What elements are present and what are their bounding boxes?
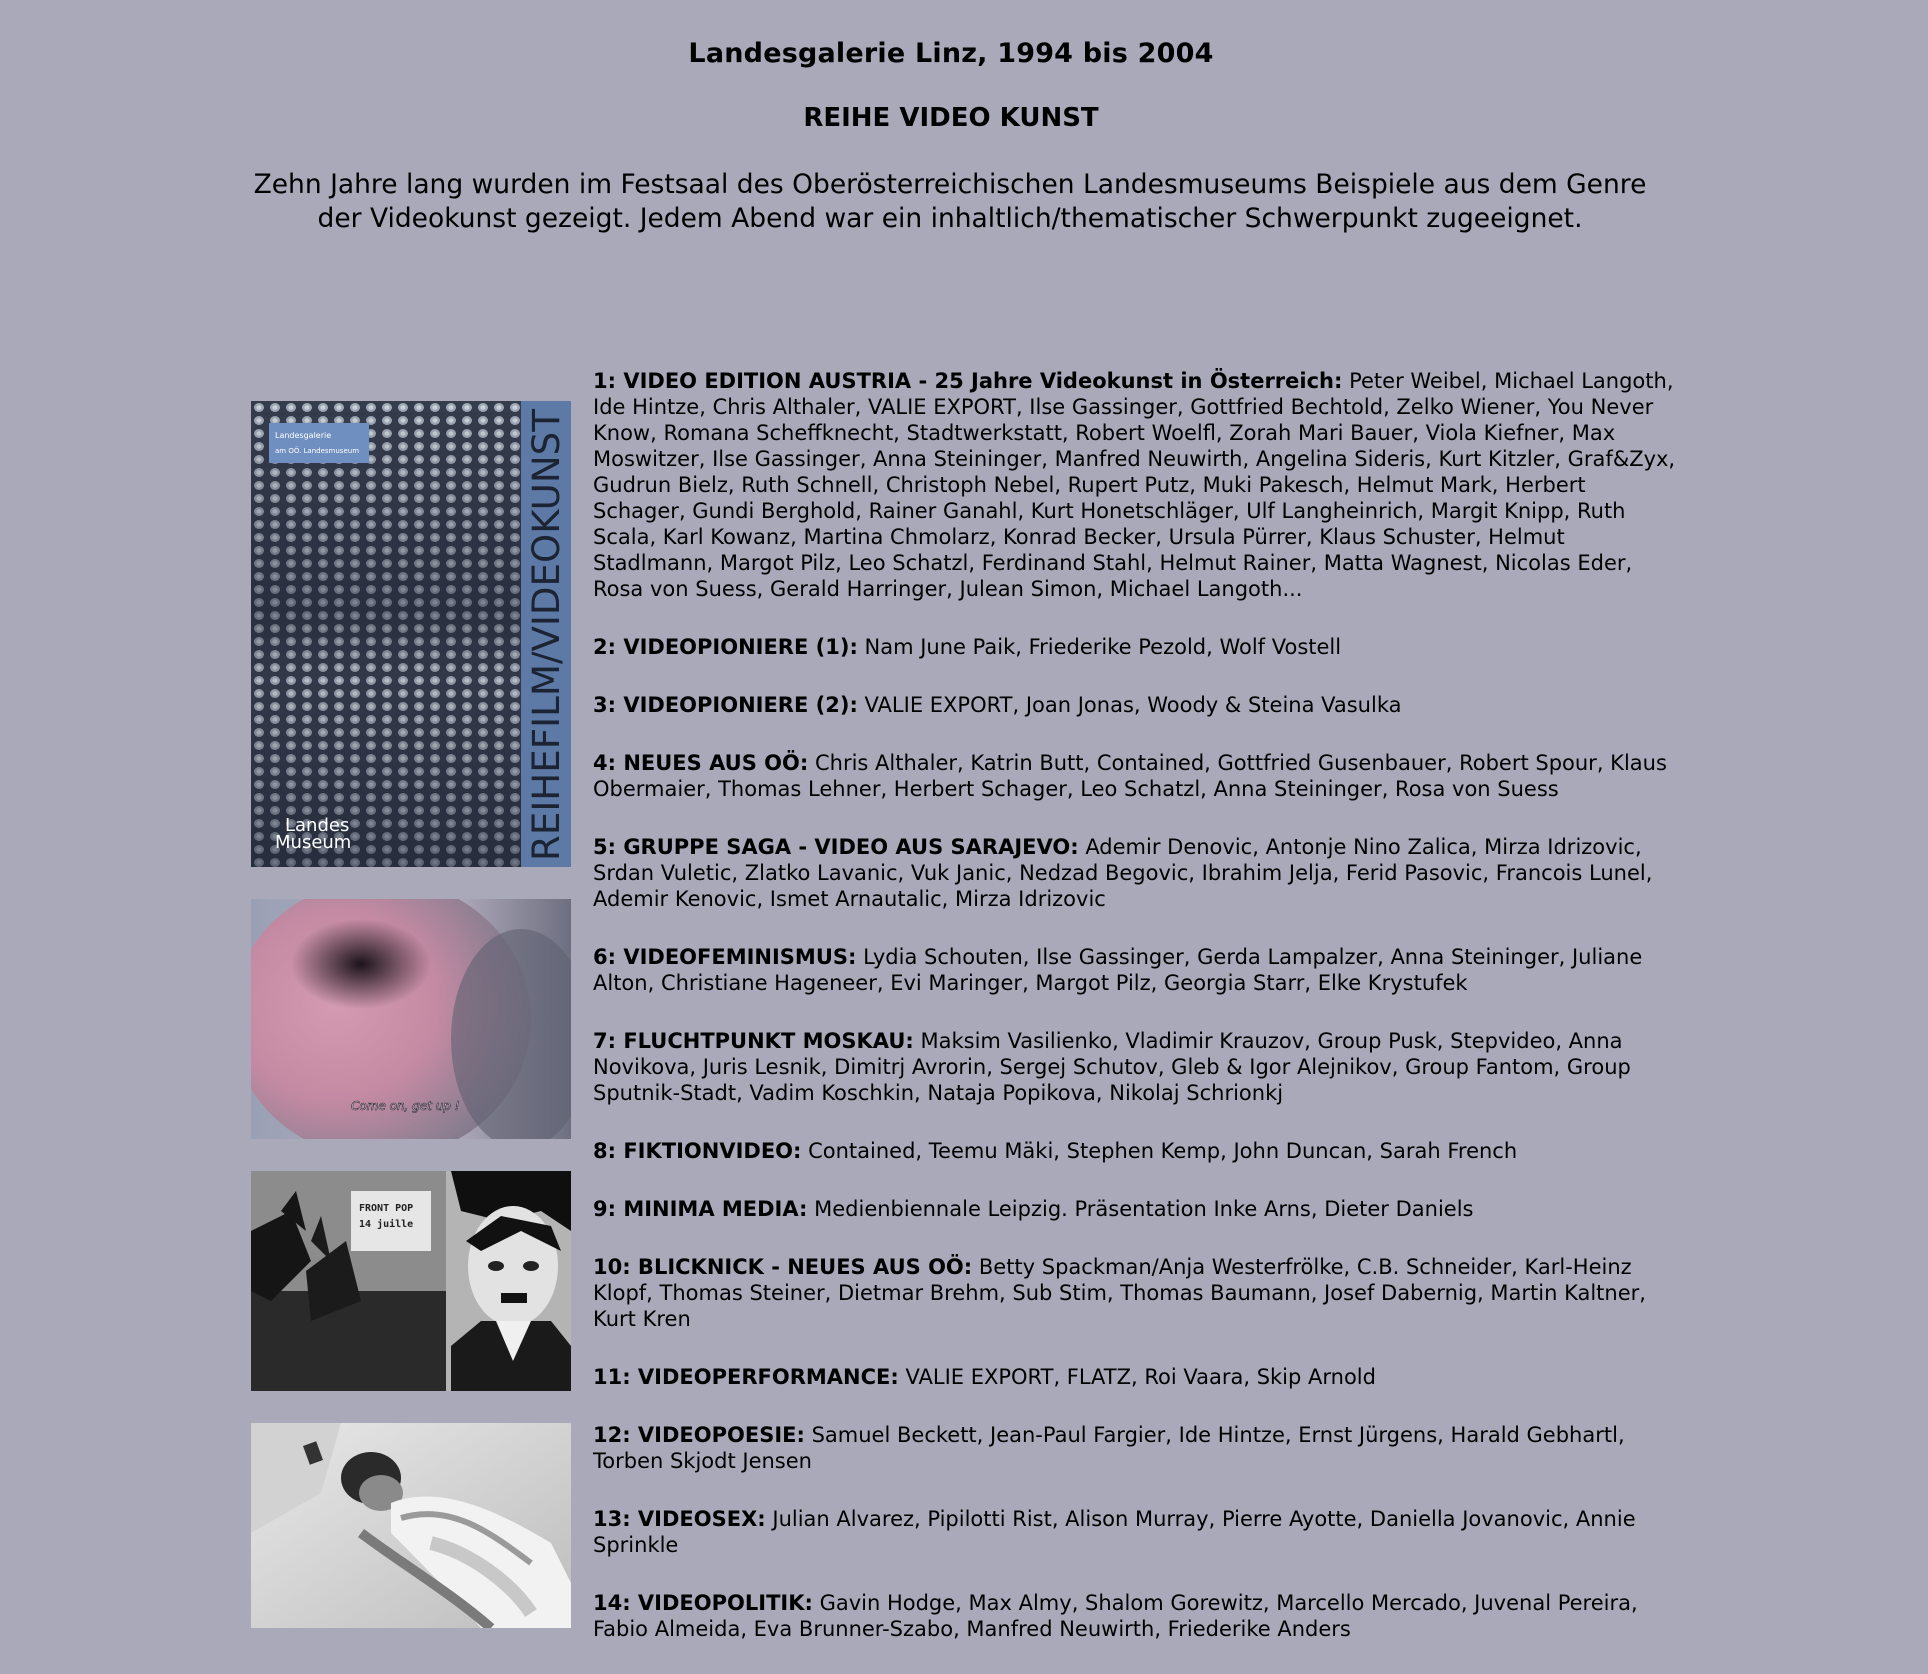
program-heading: 4: NEUES AUS OÖ: <box>593 751 809 775</box>
poster-label-2: am OÖ. Landesmuseum <box>275 447 360 455</box>
program-heading: 14: VIDEOPOLITIK: <box>593 1591 813 1615</box>
program-list <box>593 368 1678 1674</box>
poster-image <box>251 401 571 867</box>
program-entry <box>593 944 1678 996</box>
program-heading: 13: VIDEOSEX: <box>593 1507 766 1531</box>
program-heading: 2: VIDEOPIONIERE (1): <box>593 635 858 659</box>
program-heading: 1: VIDEO EDITION AUSTRIA - 25 Jahre Videokunst in Österreich: <box>593 369 1343 393</box>
program-artists: Gavin Hodge, Max Almy, Shalom Gorewitz, Marcello Mercado, Juvenal Pereira, Fabio Almeida, Eva Brunner-Szabo, Manfred Neuwirth, Friederike Anders <box>593 1591 1638 1641</box>
program-artists: Betty Spackman/Anja Westerfrölke, C.B. Schneider, Karl-Heinz Klopf, Thomas Steiner, Dietmar Brehm, Sub Stim, Thomas Baumann, Josef Dabernig, Martin Kaltner, Kurt Kren <box>593 1255 1646 1331</box>
program-heading: 6: VIDEOFEMINISMUS: <box>593 945 857 969</box>
program-entry <box>593 1364 1678 1390</box>
program-artists: Nam June Paik, Friederike Pezold, Wolf Vostell <box>864 635 1342 659</box>
poster-vertical-title: REIHEFILM/VIDEOKUNST <box>525 411 568 861</box>
program-entry <box>593 1254 1678 1332</box>
program-entry <box>593 834 1678 912</box>
poster-logo-2: Museum <box>275 832 352 853</box>
program-entry <box>593 1138 1678 1164</box>
program-entry <box>593 1506 1678 1558</box>
video-still-face <box>251 899 571 1139</box>
program-heading: 11: VIDEOPERFORMANCE: <box>593 1365 899 1389</box>
poster-label-1: Landesgalerie <box>275 431 332 440</box>
program-artists: Julian Alvarez, Pipilotti Rist, Alison Murray, Pierre Ayotte, Daniella Jovanovic, Annie Sprinkle <box>593 1507 1636 1557</box>
program-heading: 10: BLICKNICK - NEUES AUS OÖ: <box>593 1255 973 1279</box>
program-heading: 9: MINIMA MEDIA: <box>593 1197 808 1221</box>
program-entry <box>593 634 1678 660</box>
intro-text: Zehn Jahre lang wurden im Festsaal des Oberösterreichischen Landesmuseums Beispiele aus dem Genre der Videokunst gezeigt. Jedem Abend war ein inhaltlich/thematischer Schwerpunkt zugeeignet. <box>253 169 1647 234</box>
program-heading: 8: FIKTIONVIDEO: <box>593 1139 802 1163</box>
program-artists: VALIE EXPORT, FLATZ, Roi Vaara, Skip Arnold <box>905 1365 1376 1389</box>
program-artists: VALIE EXPORT, Joan Jonas, Woody & Steina Vasulka <box>864 693 1402 717</box>
program-artists: Contained, Teemu Mäki, Stephen Kemp, John Duncan, Sarah French <box>808 1139 1518 1163</box>
program-entry <box>593 1590 1678 1642</box>
program-artists: Chris Althaler, Katrin Butt, Contained, Gottfried Gusenbauer, Robert Spour, Klaus Obermaier, Thomas Lehner, Herbert Schager, Leo Schatzl, Anna Steininger, Rosa von Suess <box>593 751 1667 801</box>
program-entry <box>593 750 1678 802</box>
program-heading: 3: VIDEOPIONIERE (2): <box>593 693 858 717</box>
series-title: REIHE VIDEO KUNST <box>803 103 1099 133</box>
program-entry <box>593 368 1678 602</box>
program-artists: Samuel Beckett, Jean-Paul Fargier, Ide Hintze, Ernst Jürgens, Harald Gebhartl, Torben Skjodt Jensen <box>593 1423 1625 1473</box>
program-entry <box>593 1028 1678 1106</box>
program-artists: Lydia Schouten, Ilse Gassinger, Gerda Lampalzer, Anna Steininger, Juliane Alton, Christiane Hageneer, Evi Maringer, Margot Pilz, Georgia Starr, Elke Krystufek <box>593 945 1643 995</box>
video-still-figure <box>251 1423 571 1628</box>
poster-logo-1: Landes <box>285 815 350 836</box>
program-artists: Medienbiennale Leipzig. Präsentation Inke Arns, Dieter Daniels <box>814 1197 1474 1221</box>
image-column <box>251 401 571 1628</box>
program-heading: 5: GRUPPE SAGA - VIDEO AUS SARAJEVO: <box>593 835 1079 859</box>
still-caption: Come on, get up ! <box>351 1099 460 1113</box>
program-heading: 7: FLUCHTPUNKT MOSKAU: <box>593 1029 914 1053</box>
video-still-collage <box>251 1171 571 1391</box>
program-artists: Ademir Denovic, Antonje Nino Zalica, Mirza Idrizovic, Srdan Vuletic, Zlatko Lavanic, Vuk Janic, Nedzad Begovic, Ibrahim Jelja, Ferid Pasovic, Francois Lunel, Ademir Kenovic, Ismet Arnautalic, Mirza Idrizovic <box>593 835 1653 911</box>
program-entry <box>593 1422 1678 1474</box>
page-title: Landesgalerie Linz, 1994 bis 2004 <box>688 38 1214 69</box>
still-sign-1: FRONT POP <box>359 1203 414 1214</box>
program-entry <box>593 1196 1678 1222</box>
program-entry <box>593 692 1678 718</box>
program-heading: 12: VIDEOPOESIE: <box>593 1423 805 1447</box>
program-artists: Maksim Vasilienko, Vladimir Krauzov, Group Pusk, Stepvideo, Anna Novikova, Juris Lesnik, Dimitrj Avrorin, Sergej Schutov, Gleb & Igor Alejnikov, Group Fantom, Group Sputnik-Stadt, Vadim Koschkin, Nataja Popikova, Nikolaj Schrionkj <box>593 1029 1631 1105</box>
still-sign-2: 14 juille <box>359 1219 414 1230</box>
program-artists: Peter Weibel, Michael Langoth, Ide Hintze, Chris Althaler, VALIE EXPORT, Ilse Gassinger, Gottfried Bechtold, Zelko Wiener, You Never Know, Romana Scheffknecht, Stadtwerkstatt, Robert Woelfl, Zorah Mari Bauer, Viola Kiefner, Max Moswitzer, Ilse Gassinger, Anna Steininger, Manfred Neuwirth, Angelina Sideris, Kurt Kitzler, Graf&Zyx, Gudrun Bielz, Ruth Schnell, Christoph Nebel, Rupert Putz, Muki Pakesch, Helmut Mark, Herbert Schager, Gundi Berghold, Rainer Ganahl, Kurt Honetschläger, Ulf Langheinrich, Margit Knipp, Ruth Scala, Karl Kowanz, Martina Chmolarz, Konrad Becker, Ursula Pürrer, Klaus Schuster, Helmut Stadlmann, Margot Pilz, Leo Schatzl, Ferdinand Stahl, Helmut Rainer, Matta Wagnest, Nicolas Eder, Rosa von Suess, Gerald Harringer, Julean Simon, Michael Langoth... <box>593 369 1676 601</box>
